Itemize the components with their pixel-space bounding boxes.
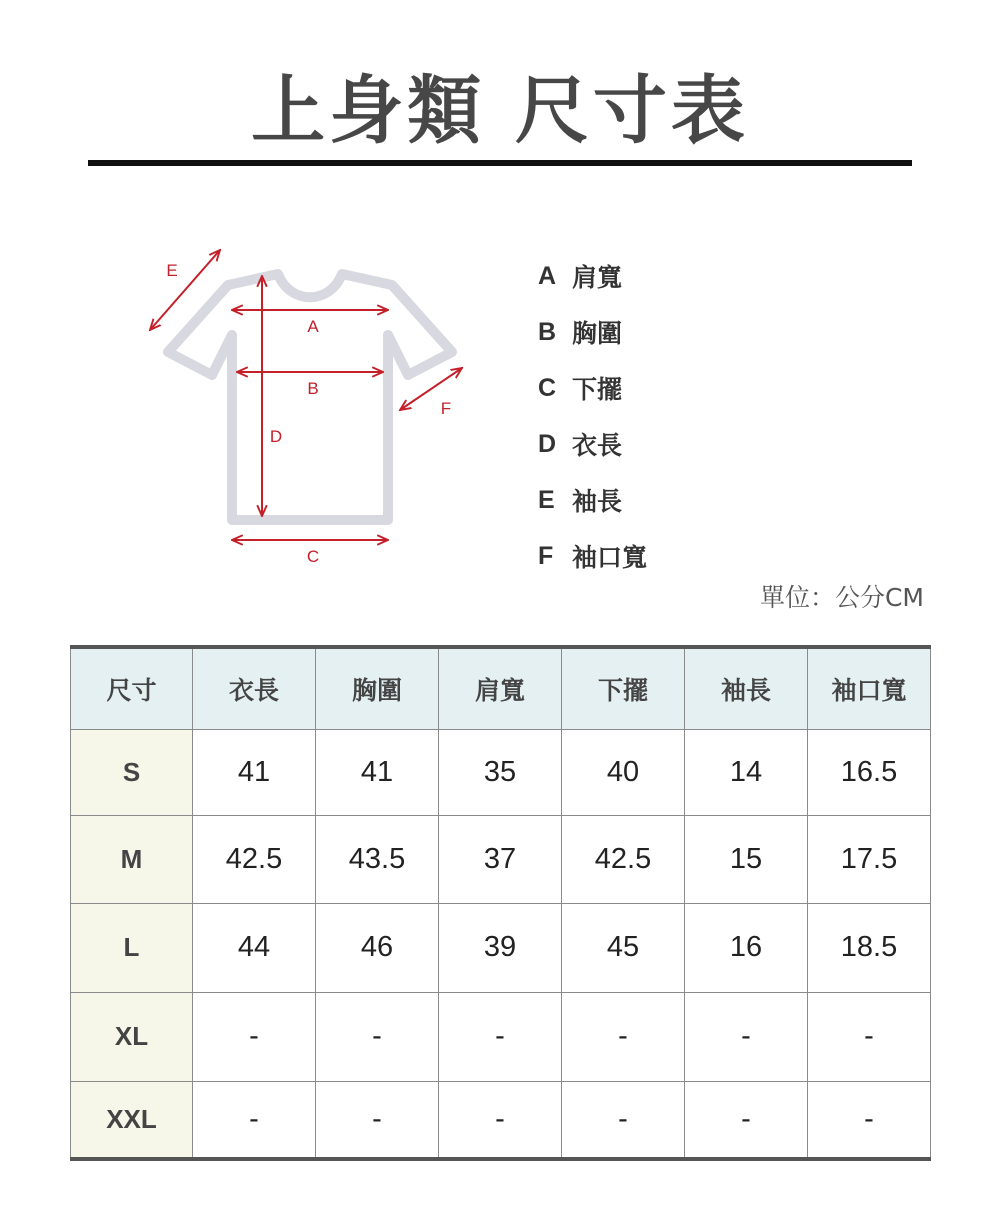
table-header-row <box>71 647 931 729</box>
size-cell: XXL <box>71 1081 193 1159</box>
legend-item-d <box>538 416 647 472</box>
legend-item-a <box>538 248 647 304</box>
legend-letter: E <box>538 485 555 514</box>
table-row <box>71 815 931 903</box>
legend-letter: A <box>538 261 557 290</box>
table-cell: 14 <box>685 729 808 815</box>
header-sleeve-length: 袖長 <box>685 647 808 729</box>
table-row <box>71 992 931 1081</box>
legend-item-b <box>538 304 647 360</box>
table-cell: - <box>685 1081 808 1159</box>
table-cell: 46 <box>316 903 439 992</box>
table-cell: 17.5 <box>808 815 931 903</box>
table-cell: 37 <box>439 815 562 903</box>
header-shoulder: 肩寬 <box>439 647 562 729</box>
table-cell: - <box>193 1081 316 1159</box>
legend-text: 衣長 <box>572 431 623 460</box>
size-cell: XL <box>71 992 193 1081</box>
table-cell: - <box>439 992 562 1081</box>
unit-note: 單位：公分CM <box>759 583 924 612</box>
table-cell: - <box>439 1081 562 1159</box>
label-b: B <box>307 379 319 398</box>
table-row <box>71 903 931 992</box>
header-sleeve-opening: 袖口寬 <box>808 647 931 729</box>
legend-item-c <box>538 360 647 416</box>
size-cell: M <box>71 815 193 903</box>
table-cell: 43.5 <box>316 815 439 903</box>
legend-item-e <box>538 472 647 528</box>
legend-item-f <box>538 528 647 584</box>
table-cell: 44 <box>193 903 316 992</box>
table-cell: 18.5 <box>808 903 931 992</box>
table-cell: - <box>316 992 439 1081</box>
legend-text: 袖長 <box>572 487 623 516</box>
legend-letter: F <box>538 541 554 570</box>
table-cell: - <box>562 992 685 1081</box>
table-cell: - <box>562 1081 685 1159</box>
legend-letter: B <box>538 317 557 346</box>
table-cell: - <box>316 1081 439 1159</box>
label-a: A <box>307 317 319 336</box>
table-cell: - <box>808 992 931 1081</box>
legend-letter: D <box>538 429 557 458</box>
size-chart-table <box>70 645 931 1161</box>
measurement-legend <box>538 248 647 584</box>
table-cell: 15 <box>685 815 808 903</box>
arrow-e <box>150 250 220 330</box>
header-size: 尺寸 <box>71 647 193 729</box>
table-cell: 35 <box>439 729 562 815</box>
legend-text: 袖口寬 <box>572 543 648 572</box>
header-hem: 下擺 <box>562 647 685 729</box>
table-cell: 39 <box>439 903 562 992</box>
table-cell: 16.5 <box>808 729 931 815</box>
table-cell: 45 <box>562 903 685 992</box>
table-cell: 40 <box>562 729 685 815</box>
legend-text: 胸圍 <box>572 319 623 348</box>
table-cell: - <box>685 992 808 1081</box>
table-cell: - <box>193 992 316 1081</box>
tshirt-measurement-diagram <box>130 230 490 580</box>
label-e: E <box>166 261 178 280</box>
header-length: 衣長 <box>193 647 316 729</box>
table-cell: 41 <box>316 729 439 815</box>
table-row <box>71 1081 931 1159</box>
label-f: F <box>440 399 452 418</box>
legend-letter: C <box>538 373 557 402</box>
table-cell: - <box>808 1081 931 1159</box>
label-d: D <box>269 427 283 446</box>
table-cell: 42.5 <box>193 815 316 903</box>
header-chest: 胸圍 <box>316 647 439 729</box>
size-cell: S <box>71 729 193 815</box>
legend-text: 下擺 <box>572 375 623 404</box>
table-cell: 41 <box>193 729 316 815</box>
title-underline <box>88 160 912 166</box>
label-c: C <box>306 547 320 566</box>
table-cell: 16 <box>685 903 808 992</box>
legend-text: 肩寬 <box>572 263 623 292</box>
table-cell: 42.5 <box>562 815 685 903</box>
size-cell: L <box>71 903 193 992</box>
table-row <box>71 729 931 815</box>
page-title: 上身類 尺寸表 <box>251 68 749 154</box>
